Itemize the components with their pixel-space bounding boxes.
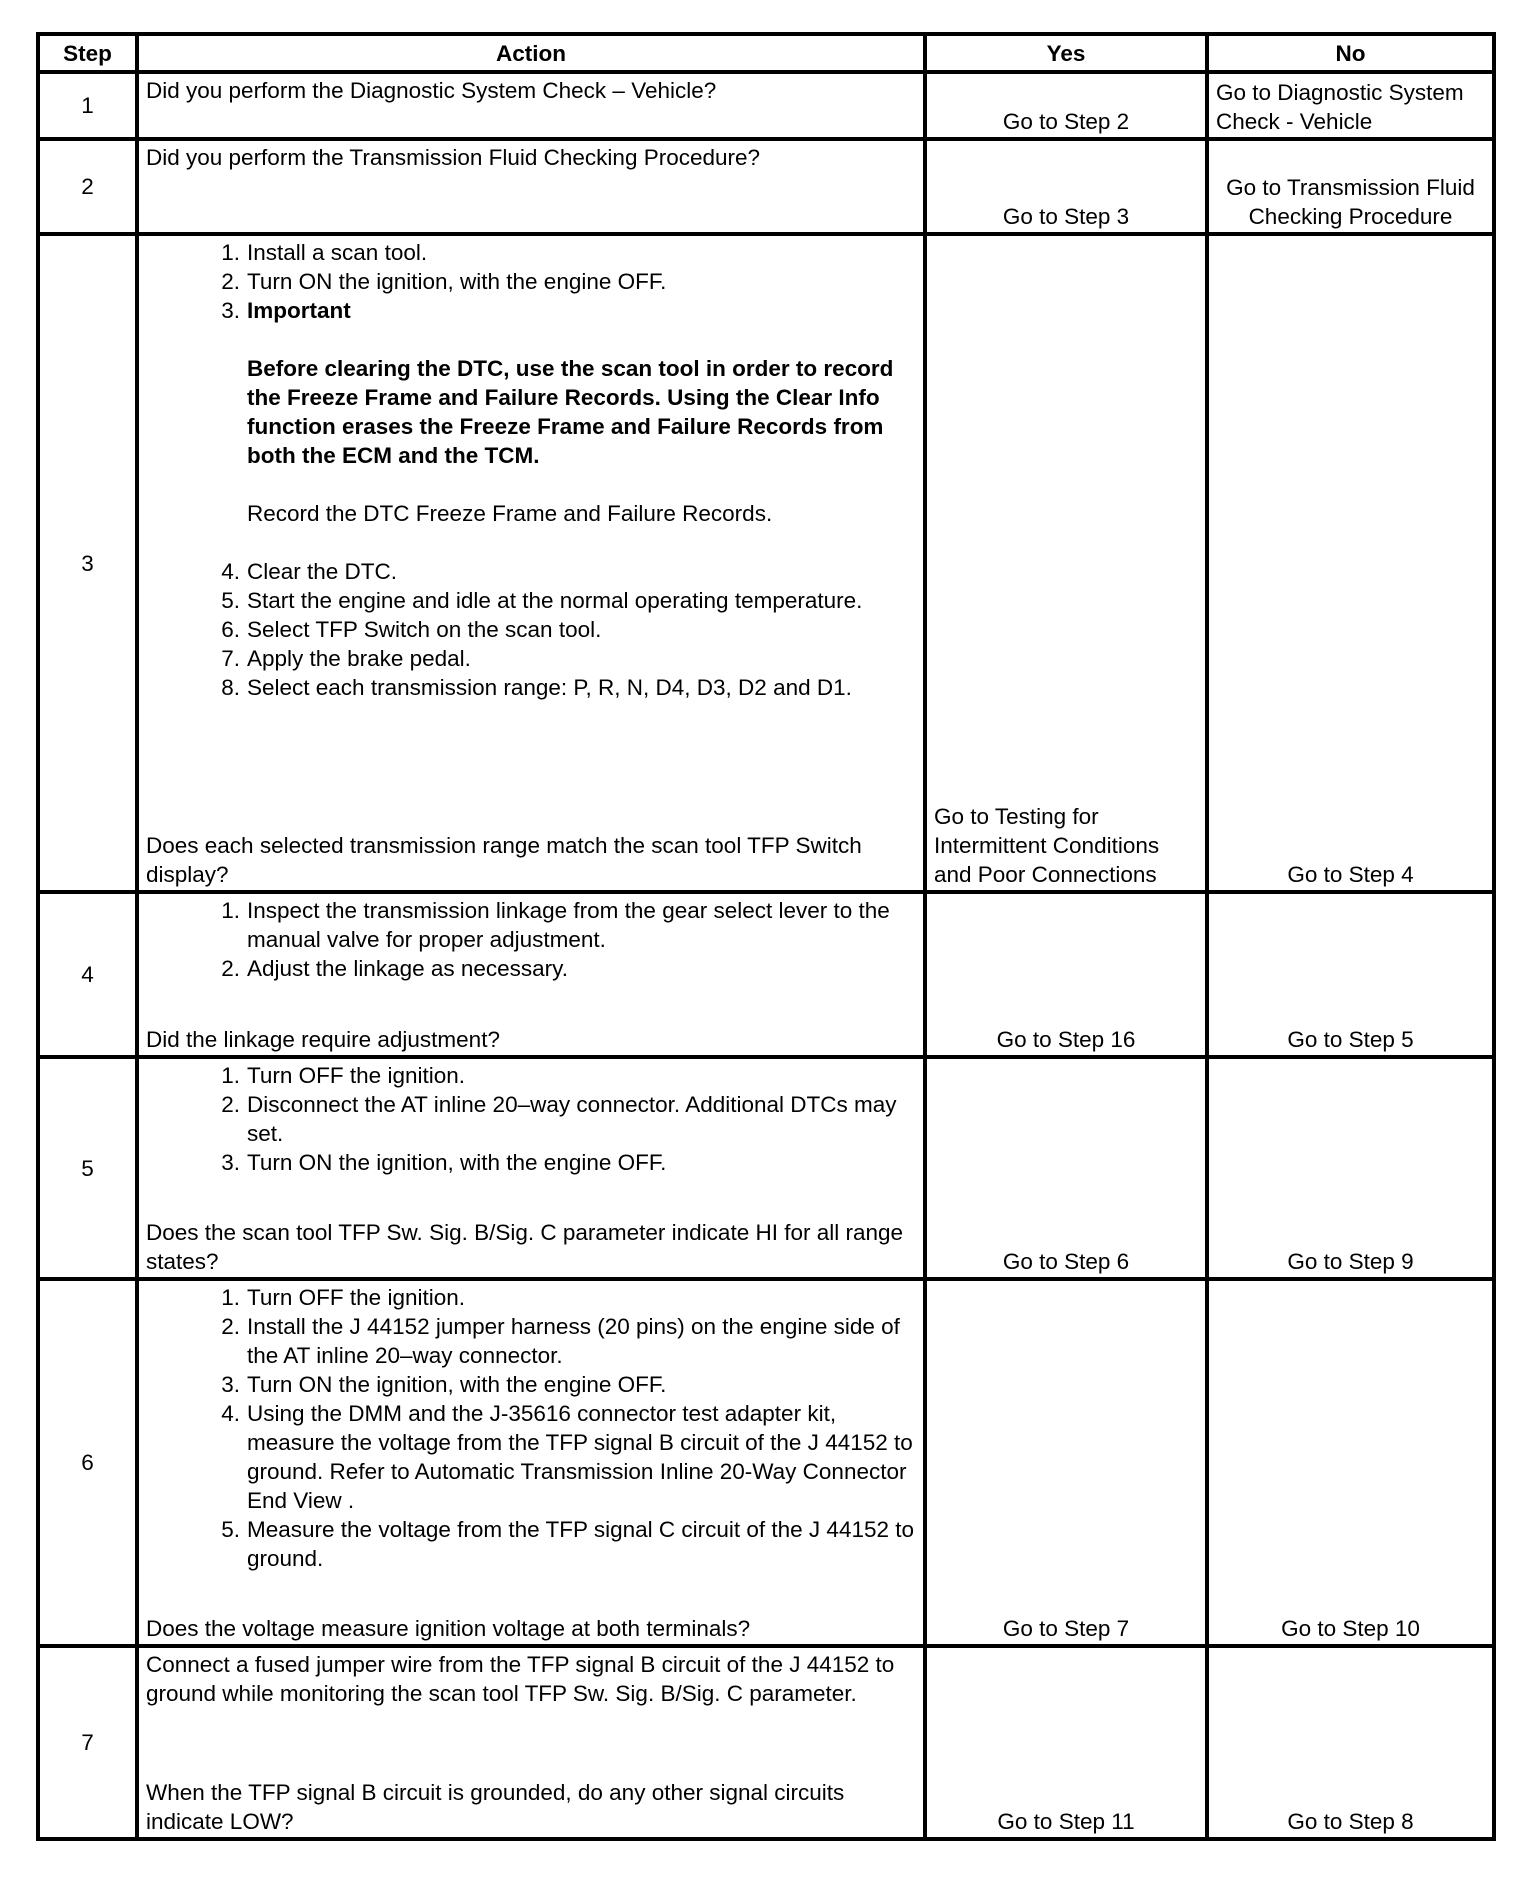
- action-list-item: [146, 1312, 916, 1370]
- action-text: Did you perform the Transmission Fluid Checking Procedure?: [146, 145, 761, 170]
- step-number: 4: [38, 892, 137, 1057]
- action-note: Record the DTC Freeze Frame and Failure Records.: [247, 501, 773, 526]
- list-text: Turn ON the ignition, with the engine OFF.: [247, 269, 667, 294]
- list-text: Install a scan tool.: [247, 240, 428, 265]
- list-text: Start the engine and idle at the normal operating temperature.: [247, 588, 863, 613]
- list-text: Turn OFF the ignition.: [247, 1063, 466, 1088]
- action-cell: [137, 1279, 925, 1646]
- list-text: Important: [247, 298, 351, 323]
- action-question: Does each selected transmission range match the scan tool TFP Switch display?: [146, 833, 862, 887]
- no-result: Go to Transmission Fluid Checking Procedure: [1207, 139, 1494, 234]
- list-number: 2.: [221, 1092, 240, 1117]
- list-number: 3.: [221, 1150, 240, 1175]
- action-cell: [137, 1057, 925, 1279]
- list-text: Select each transmission range: P, R, N, D4, D3, D2 and D1.: [247, 675, 852, 700]
- step-number: 5: [38, 1057, 137, 1279]
- action-content: [146, 238, 916, 889]
- table-row: [38, 892, 1494, 1057]
- no-result: Go to Step 9: [1207, 1057, 1494, 1279]
- action-list-item: [146, 557, 916, 586]
- action-list-item: [146, 267, 916, 296]
- action-list-item: [146, 1061, 916, 1090]
- action-list-item: [146, 1370, 916, 1399]
- table-row: [38, 1646, 1494, 1839]
- action-text: Did you perform the Diagnostic System Check – Vehicle?: [146, 78, 717, 103]
- yes-result: Go to Step 6: [925, 1057, 1207, 1279]
- action-list-item: [146, 238, 916, 267]
- action-list-item: [146, 1283, 916, 1312]
- list-number: 7.: [221, 646, 240, 671]
- list-text: Select TFP Switch on the scan tool.: [247, 617, 602, 642]
- header-action: Action: [137, 34, 925, 72]
- list-number: 4.: [221, 1401, 240, 1426]
- list-number: 1.: [221, 1285, 240, 1310]
- list-number: 3.: [221, 1372, 240, 1397]
- action-content: [146, 76, 916, 136]
- action-cell: [137, 139, 925, 234]
- action-content: [146, 1650, 916, 1836]
- yes-result: Go to Step 11: [925, 1646, 1207, 1839]
- action-list-item: [146, 296, 916, 325]
- step-number: 7: [38, 1646, 137, 1839]
- action-content: [146, 1061, 916, 1276]
- list-number: 5.: [221, 1517, 240, 1542]
- table-row: [38, 139, 1494, 234]
- list-text: Turn OFF the ignition.: [247, 1285, 466, 1310]
- action-cell: [137, 234, 925, 892]
- action-content: [146, 143, 916, 231]
- list-number: 8.: [221, 675, 240, 700]
- header-no: No: [1207, 34, 1494, 72]
- list-number: 6.: [221, 617, 240, 642]
- action-question: Does the voltage measure ignition voltage at both terminals?: [146, 1616, 751, 1641]
- action-list-item: [146, 954, 916, 983]
- action-list-item: [146, 896, 916, 954]
- header-row: [38, 34, 1494, 72]
- list-text: Adjust the linkage as necessary.: [247, 956, 569, 981]
- yes-result: Go to Step 7: [925, 1279, 1207, 1646]
- list-text: Clear the DTC.: [247, 559, 398, 584]
- step-number: 2: [38, 139, 137, 234]
- yes-result: Go to Step 3: [925, 139, 1207, 234]
- list-number: 1.: [221, 240, 240, 265]
- no-result: Go to Step 5: [1207, 892, 1494, 1057]
- list-text: Install the J 44152 jumper harness (20 pins) on the engine side of the AT inline 20–way connector.: [247, 1314, 900, 1368]
- no-result: Go to Step 8: [1207, 1646, 1494, 1839]
- action-list-item: [146, 644, 916, 673]
- action-list-item: [146, 1515, 916, 1573]
- yes-result: Go to Step 2: [925, 72, 1207, 139]
- table-row: [38, 234, 1494, 892]
- table-row: [38, 1057, 1494, 1279]
- action-list-item: [146, 1148, 916, 1177]
- yes-result: Go to Testing for Intermittent Conditions and Poor Connections: [925, 234, 1207, 892]
- action-question: Did the linkage require adjustment?: [146, 1027, 500, 1052]
- step-number: 6: [38, 1279, 137, 1646]
- action-cell: [137, 72, 925, 139]
- table-row: [38, 72, 1494, 139]
- no-result: Go to Step 10: [1207, 1279, 1494, 1646]
- table-row: [38, 1279, 1494, 1646]
- action-question: When the TFP signal B circuit is grounded, do any other signal circuits indicate LOW?: [146, 1780, 845, 1834]
- action-list-item: [146, 615, 916, 644]
- action-content: [146, 1283, 916, 1643]
- action-list-item: [146, 586, 916, 615]
- spacer: [146, 470, 916, 499]
- action-list-item: [146, 673, 916, 702]
- list-number: 2.: [221, 956, 240, 981]
- list-text: Using the DMM and the J-35616 connector test adapter kit, measure the voltage from the TFP signal B circuit of the J 44152 to ground. Refer to Automatic Transmission Inline 20-Way Connector End View .: [247, 1401, 913, 1513]
- list-number: 2.: [221, 269, 240, 294]
- action-text: Connect a fused jumper wire from the TFP signal B circuit of the J 44152 to ground while monitoring the scan tool TFP Sw. Sig. B/Sig. C parameter.: [146, 1652, 895, 1706]
- step-number: 3: [38, 234, 137, 892]
- list-text: Apply the brake pedal.: [247, 646, 471, 671]
- list-number: 1.: [221, 1063, 240, 1088]
- no-result: Go to Diagnostic System Check - Vehicle: [1207, 72, 1494, 139]
- action-list-item: [146, 1090, 916, 1148]
- action-cell: [137, 892, 925, 1057]
- step-number: 1: [38, 72, 137, 139]
- list-text: Turn ON the ignition, with the engine OFF.: [247, 1372, 667, 1397]
- yes-result: Go to Step 16: [925, 892, 1207, 1057]
- action-list-item: [146, 1399, 916, 1515]
- list-text: Measure the voltage from the TFP signal C circuit of the J 44152 to ground.: [247, 1517, 915, 1571]
- spacer: [146, 325, 916, 354]
- list-number: 3.: [221, 298, 240, 323]
- header-yes: Yes: [925, 34, 1207, 72]
- action-cell: [137, 1646, 925, 1839]
- action-question: Does the scan tool TFP Sw. Sig. B/Sig. C parameter indicate HI for all range states?: [146, 1220, 904, 1274]
- list-number: 5.: [221, 588, 240, 613]
- list-text: Turn ON the ignition, with the engine OFF.: [247, 1150, 667, 1175]
- list-text: Disconnect the AT inline 20–way connector. Additional DTCs may set.: [247, 1092, 897, 1146]
- action-content: [146, 896, 916, 1054]
- list-number: 1.: [221, 898, 240, 923]
- header-step: Step: [38, 34, 137, 72]
- important-note: Before clearing the DTC, use the scan tool in order to record the Freeze Frame and Failure Records. Using the Clear Info function erases the Freeze Frame and Failure Records from both the ECM and the TCM.: [247, 356, 894, 468]
- spacer: [146, 528, 916, 557]
- list-number: 2.: [221, 1314, 240, 1339]
- no-result: Go to Step 4: [1207, 234, 1494, 892]
- diagnostic-table: [36, 32, 1496, 1841]
- list-text: Inspect the transmission linkage from the gear select lever to the manual valve for proper adjustment.: [247, 898, 890, 952]
- list-number: 4.: [221, 559, 240, 584]
